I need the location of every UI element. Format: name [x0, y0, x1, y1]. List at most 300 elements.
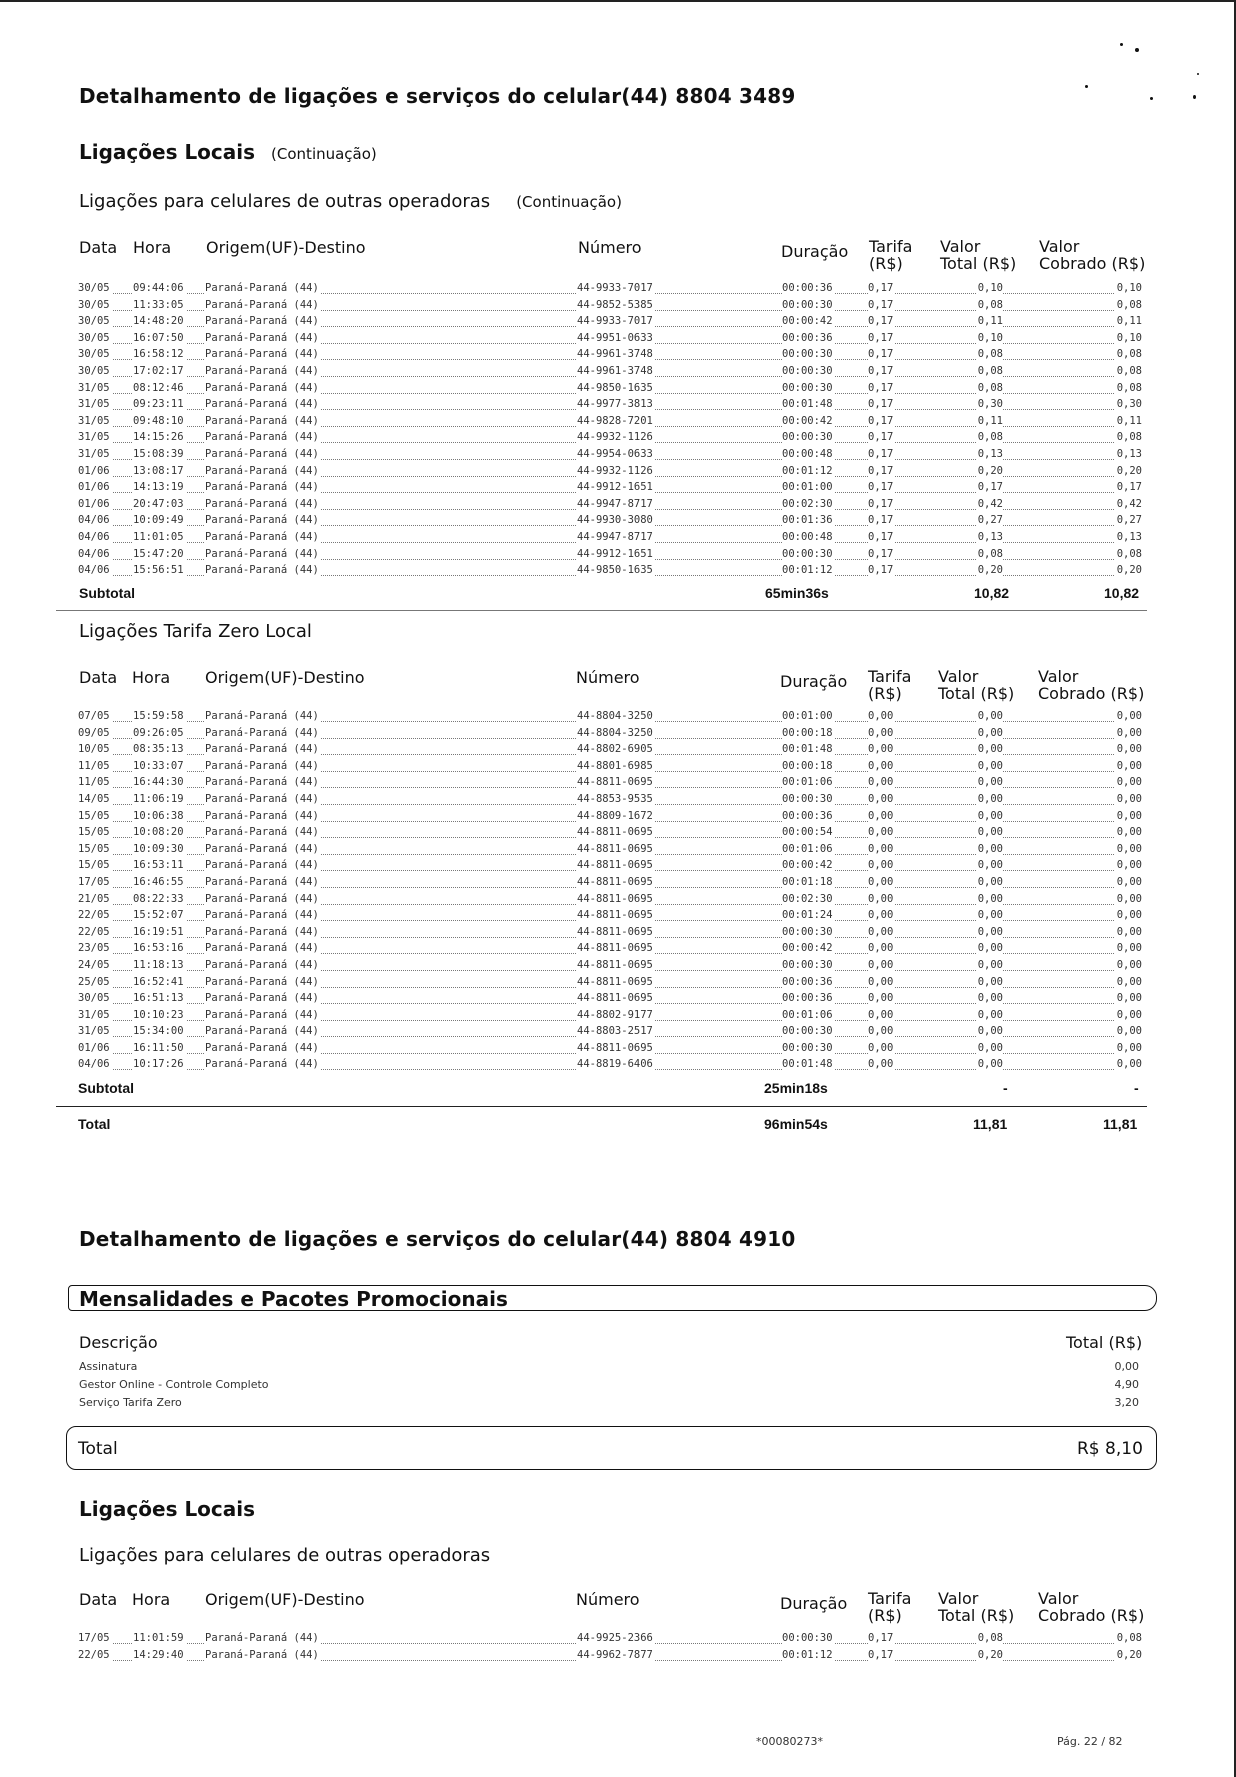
cell-tarifa: 0,00 — [868, 958, 894, 971]
cell-duracao: 00:00:36 — [782, 809, 833, 822]
cell-tarifa: 0,00 — [868, 743, 894, 756]
cell-duracao: 00:01:06 — [782, 776, 833, 789]
col-valor-total: Valor Total (R$) — [938, 667, 1015, 703]
cell-numero: 44-9850-1635 — [577, 381, 653, 394]
col-valor-cobrado: Valor Cobrado (R$) — [1038, 1589, 1145, 1625]
cell-data: 01/06 — [78, 1041, 110, 1054]
cell-total: 0,08 — [977, 348, 1003, 361]
cell-origem: Paraná-Paraná (44) — [205, 464, 319, 477]
table-row — [0, 908, 1236, 925]
cell-hora: 09:48:10 — [133, 414, 184, 427]
cell-data: 17/05 — [78, 875, 110, 888]
cell-numero: 44-8811-0695 — [577, 975, 653, 988]
cell-duracao: 00:01:12 — [782, 1648, 833, 1661]
col-data: Data — [79, 668, 118, 687]
cell-hora: 16:52:41 — [133, 975, 184, 988]
cell-cobrado: 0,10 — [1116, 282, 1142, 294]
cell-cobrado: 0,20 — [1116, 1648, 1142, 1661]
mensalidades-total-label: Total — [78, 1439, 118, 1459]
total-valor: 11,81 — [973, 1116, 1008, 1132]
cell-cobrado: 0,30 — [1116, 398, 1142, 411]
cell-hora: 08:35:13 — [133, 743, 184, 756]
cell-cobrado: 0,13 — [1116, 530, 1142, 543]
col-valor-total: Valor Total (R$) — [938, 1589, 1015, 1625]
cell-cobrado: 0,08 — [1116, 431, 1142, 444]
cell-origem: Paraná-Paraná (44) — [205, 942, 319, 955]
cell-data: 31/05 — [78, 381, 110, 394]
cell-numero: 44-9828-7201 — [577, 414, 653, 427]
cell-data: 10/05 — [78, 743, 110, 756]
cell-origem: Paraná-Paraná (44) — [205, 530, 319, 543]
item-description: Gestor Online - Controle Completo — [79, 1378, 269, 1391]
cell-tarifa: 0,17 — [868, 381, 894, 394]
table-row — [0, 1631, 1236, 1648]
item-description: Assinatura — [79, 1360, 138, 1373]
cell-duracao: 00:01:12 — [782, 564, 833, 577]
cell-tarifa: 0,00 — [868, 726, 894, 739]
table-row — [0, 397, 1236, 414]
cell-data: 30/05 — [78, 331, 110, 344]
cell-numero: 44-8811-0695 — [577, 826, 653, 839]
cell-cobrado: 0,00 — [1116, 726, 1142, 739]
cell-duracao: 00:00:42 — [782, 414, 833, 427]
table-row — [0, 991, 1236, 1008]
cell-total: 0,00 — [977, 1008, 1003, 1021]
table-row — [0, 726, 1236, 743]
cell-numero: 44-8819-6406 — [577, 1058, 653, 1071]
cell-data: 31/05 — [78, 431, 110, 444]
col-numero: Número — [578, 238, 642, 257]
cell-cobrado: 0,08 — [1116, 298, 1142, 311]
cell-cobrado: 0,00 — [1116, 925, 1142, 938]
cell-duracao: 00:01:12 — [782, 464, 833, 477]
cell-tarifa: 0,17 — [868, 1632, 894, 1644]
cell-numero: 44-8804-3250 — [577, 710, 653, 722]
subsection-celulares-outras — [79, 191, 622, 212]
cell-total: 0,17 — [977, 481, 1003, 494]
cell-cobrado: 0,08 — [1116, 364, 1142, 377]
table-row — [0, 892, 1236, 909]
cell-total: 0,11 — [977, 315, 1003, 328]
cell-hora: 10:10:23 — [133, 1008, 184, 1021]
cell-data: 01/06 — [78, 464, 110, 477]
cell-numero: 44-9925-2366 — [577, 1632, 653, 1644]
table-row — [0, 414, 1236, 431]
cell-duracao: 00:00:42 — [782, 315, 833, 328]
cell-origem: Paraná-Paraná (44) — [205, 726, 319, 739]
cell-origem: Paraná-Paraná (44) — [205, 859, 319, 872]
col-tarifa: Tarifa (R$) — [868, 667, 912, 703]
col-numero: Número — [576, 1590, 640, 1609]
cell-tarifa: 0,00 — [868, 1058, 894, 1071]
cell-numero: 44-9850-1635 — [577, 564, 653, 577]
cell-total: 0,00 — [977, 710, 1003, 722]
cell-total: 0,00 — [977, 875, 1003, 888]
subtotal-row — [0, 585, 1236, 607]
table-row — [0, 858, 1236, 875]
cell-tarifa: 0,00 — [868, 842, 894, 855]
cell-cobrado: 0,00 — [1116, 743, 1142, 756]
cell-total: 0,00 — [977, 1041, 1003, 1054]
cell-tarifa: 0,00 — [868, 975, 894, 988]
subsection-tarifa-zero: Ligações Tarifa Zero Local — [79, 621, 312, 642]
cell-duracao: 00:00:30 — [782, 298, 833, 311]
table-row — [0, 530, 1236, 547]
cell-total: 0,00 — [977, 892, 1003, 905]
cell-origem: Paraná-Paraná (44) — [205, 1041, 319, 1054]
cell-duracao: 00:00:30 — [782, 1025, 833, 1038]
cell-cobrado: 0,00 — [1116, 909, 1142, 922]
cell-total: 0,00 — [977, 909, 1003, 922]
cell-cobrado: 0,00 — [1116, 1008, 1142, 1021]
cell-data: 04/06 — [78, 514, 110, 527]
cell-tarifa: 0,17 — [868, 530, 894, 543]
cell-origem: Paraná-Paraná (44) — [205, 1025, 319, 1038]
cell-data: 14/05 — [78, 792, 110, 805]
cell-cobrado: 0,13 — [1116, 447, 1142, 460]
table-row — [0, 825, 1236, 842]
cell-numero: 44-9961-3748 — [577, 348, 653, 361]
cell-duracao: 00:00:36 — [782, 975, 833, 988]
table-row — [0, 775, 1236, 792]
cell-duracao: 00:01:48 — [782, 1058, 833, 1071]
col-data: Data — [79, 1590, 118, 1609]
scan-speck — [1085, 85, 1088, 88]
cell-tarifa: 0,00 — [868, 992, 894, 1005]
cell-origem: Paraná-Paraná (44) — [205, 925, 319, 938]
cell-total: 0,00 — [977, 992, 1003, 1005]
table-row — [0, 875, 1236, 892]
cell-origem: Paraná-Paraná (44) — [205, 892, 319, 905]
cell-numero: 44-9930-3080 — [577, 514, 653, 527]
cell-duracao: 00:01:00 — [782, 710, 833, 722]
cell-total: 0,20 — [977, 464, 1003, 477]
cell-data: 30/05 — [78, 315, 110, 328]
cell-tarifa: 0,17 — [868, 398, 894, 411]
cell-numero: 44-8811-0695 — [577, 992, 653, 1005]
cell-tarifa: 0,00 — [868, 809, 894, 822]
col-tarifa: Tarifa (R$) — [869, 237, 913, 273]
cell-hora: 15:34:00 — [133, 1025, 184, 1038]
cell-tarifa: 0,00 — [868, 776, 894, 789]
cell-tarifa: 0,17 — [868, 481, 894, 494]
cell-cobrado: 0,00 — [1116, 859, 1142, 872]
cell-tarifa: 0,17 — [868, 1648, 894, 1661]
subsection-celulares-outras-2: Ligações para celulares de outras operadoras — [79, 1545, 491, 1566]
cell-total: 0,27 — [977, 514, 1003, 527]
cell-cobrado: 0,20 — [1116, 564, 1142, 577]
cell-origem: Paraná-Paraná (44) — [205, 564, 319, 577]
table-row — [0, 347, 1236, 364]
cell-hora: 15:59:58 — [133, 710, 184, 722]
cell-total: 0,00 — [977, 776, 1003, 789]
cell-duracao: 00:00:18 — [782, 759, 833, 772]
cell-numero: 44-8811-0695 — [577, 842, 653, 855]
cell-numero: 44-9932-1126 — [577, 464, 653, 477]
cell-hora: 16:19:51 — [133, 925, 184, 938]
cell-total: 0,30 — [977, 398, 1003, 411]
cell-origem: Paraná-Paraná (44) — [205, 992, 319, 1005]
cell-data: 17/05 — [78, 1632, 110, 1644]
cell-hora: 16:44:30 — [133, 776, 184, 789]
cell-duracao: 00:00:30 — [782, 381, 833, 394]
cell-total: 0,20 — [977, 564, 1003, 577]
col-numero: Número — [576, 668, 640, 687]
table-row — [0, 497, 1236, 514]
col-duracao: Duração — [780, 1594, 848, 1613]
document-code: *00080273* — [756, 1735, 823, 1748]
cell-data: 09/05 — [78, 726, 110, 739]
cell-total: 0,00 — [977, 726, 1003, 739]
cell-cobrado: 0,00 — [1116, 842, 1142, 855]
continuation-label: (Continuação) — [516, 193, 622, 211]
cell-total: 0,08 — [977, 431, 1003, 444]
cell-hora: 16:53:11 — [133, 859, 184, 872]
cell-numero: 44-9961-3748 — [577, 364, 653, 377]
col-duracao: Duração — [780, 672, 848, 691]
table-row — [0, 314, 1236, 331]
cell-total: 0,00 — [977, 759, 1003, 772]
cell-tarifa: 0,17 — [868, 497, 894, 510]
scan-speck — [1197, 73, 1199, 75]
cell-hora: 16:46:55 — [133, 875, 184, 888]
cell-hora: 15:56:51 — [133, 564, 184, 577]
cell-duracao: 00:00:48 — [782, 530, 833, 543]
table-row — [0, 381, 1236, 398]
col-valor-total: Valor Total (R$) — [940, 237, 1017, 273]
cell-cobrado: 0,00 — [1116, 992, 1142, 1005]
cell-data: 04/06 — [78, 530, 110, 543]
cell-data: 01/06 — [78, 481, 110, 494]
cell-data: 30/05 — [78, 992, 110, 1005]
cell-total: 0,00 — [977, 743, 1003, 756]
cell-total: 0,00 — [977, 792, 1003, 805]
cell-numero: 44-8853-9535 — [577, 792, 653, 805]
table-row — [0, 1648, 1236, 1665]
scan-speck — [1120, 43, 1123, 46]
col-descricao: Descrição — [79, 1333, 158, 1352]
cell-cobrado: 0,00 — [1116, 1025, 1142, 1038]
table-row — [0, 809, 1236, 826]
cell-cobrado: 0,00 — [1116, 776, 1142, 789]
cell-duracao: 00:01:00 — [782, 481, 833, 494]
item-value: 0,00 — [1114, 1360, 1139, 1373]
cell-duracao: 00:01:48 — [782, 398, 833, 411]
cell-numero: 44-9962-7877 — [577, 1648, 653, 1661]
cell-tarifa: 0,17 — [868, 348, 894, 361]
cell-numero: 44-8804-3250 — [577, 726, 653, 739]
cell-origem: Paraná-Paraná (44) — [205, 710, 319, 722]
table-row — [0, 464, 1236, 481]
cell-tarifa: 0,17 — [868, 364, 894, 377]
cell-duracao: 00:00:30 — [782, 958, 833, 971]
cell-data: 01/06 — [78, 497, 110, 510]
cell-tarifa: 0,17 — [868, 431, 894, 444]
cell-cobrado: 0,42 — [1116, 497, 1142, 510]
cell-numero: 44-9947-8717 — [577, 530, 653, 543]
cell-tarifa: 0,00 — [868, 875, 894, 888]
table-row — [0, 792, 1236, 809]
table-row — [0, 842, 1236, 859]
cell-data: 15/05 — [78, 859, 110, 872]
call-list-tarifa-zero — [0, 709, 1236, 1074]
table-row — [0, 547, 1236, 564]
cell-origem: Paraná-Paraná (44) — [205, 414, 319, 427]
cell-duracao: 00:00:54 — [782, 826, 833, 839]
cell-duracao: 00:00:42 — [782, 859, 833, 872]
col-data: Data — [79, 238, 118, 257]
col-valor-cobrado: Valor Cobrado (R$) — [1039, 237, 1146, 273]
cell-data: 30/05 — [78, 364, 110, 377]
cell-hora: 17:02:17 — [133, 364, 184, 377]
cell-data: 30/05 — [78, 298, 110, 311]
item-value: 3,20 — [1114, 1396, 1139, 1409]
subtotal-row — [0, 1080, 1236, 1102]
table-header — [0, 668, 1236, 712]
col-valor-cobrado: Valor Cobrado (R$) — [1038, 667, 1145, 703]
cell-tarifa: 0,00 — [868, 759, 894, 772]
table-row — [0, 925, 1236, 942]
cell-numero: 44-8811-0695 — [577, 859, 653, 872]
cell-data: 22/05 — [78, 909, 110, 922]
cell-duracao: 00:00:48 — [782, 447, 833, 460]
cell-tarifa: 0,00 — [868, 1008, 894, 1021]
cell-hora: 10:06:38 — [133, 809, 184, 822]
cell-duracao: 00:00:36 — [782, 992, 833, 1005]
cell-data: 31/05 — [78, 414, 110, 427]
cell-origem: Paraná-Paraná (44) — [205, 842, 319, 855]
cell-origem: Paraná-Paraná (44) — [205, 298, 319, 311]
cell-origem: Paraná-Paraná (44) — [205, 315, 319, 328]
cell-cobrado: 0,00 — [1116, 958, 1142, 971]
cell-origem: Paraná-Paraná (44) — [205, 398, 319, 411]
cell-hora: 10:33:07 — [133, 759, 184, 772]
cell-origem: Paraná-Paraná (44) — [205, 481, 319, 494]
cell-tarifa: 0,00 — [868, 792, 894, 805]
scan-speck — [1135, 48, 1139, 52]
col-hora: Hora — [133, 238, 172, 257]
cell-numero: 44-9954-0633 — [577, 447, 653, 460]
cell-origem: Paraná-Paraná (44) — [205, 1058, 319, 1071]
cell-hora: 08:12:46 — [133, 381, 184, 394]
cell-origem: Paraná-Paraná (44) — [205, 547, 319, 560]
cell-origem: Paraná-Paraná (44) — [205, 447, 319, 460]
subtotal-cobrado: - — [1134, 1080, 1139, 1096]
cell-origem: Paraná-Paraná (44) — [205, 958, 319, 971]
cell-numero: 44-8811-0695 — [577, 909, 653, 922]
cell-cobrado: 0,00 — [1116, 809, 1142, 822]
cell-total: 0,00 — [977, 826, 1003, 839]
cell-numero: 44-9933-7017 — [577, 282, 653, 294]
table-row — [0, 975, 1236, 992]
cell-cobrado: 0,17 — [1116, 481, 1142, 494]
cell-total: 0,08 — [977, 547, 1003, 560]
cell-data: 15/05 — [78, 826, 110, 839]
cell-total: 0,08 — [977, 1632, 1003, 1644]
cell-origem: Paraná-Paraná (44) — [205, 431, 319, 444]
cell-data: 21/05 — [78, 892, 110, 905]
cell-cobrado: 0,00 — [1116, 1041, 1142, 1054]
continuation-label: (Continuação) — [271, 145, 377, 163]
cell-hora: 08:22:33 — [133, 892, 184, 905]
cell-total: 0,08 — [977, 364, 1003, 377]
cell-duracao: 00:00:30 — [782, 547, 833, 560]
table-row — [0, 364, 1236, 381]
cell-duracao: 00:00:30 — [782, 348, 833, 361]
cell-cobrado: 0,00 — [1116, 942, 1142, 955]
cell-numero: 44-8811-0695 — [577, 1041, 653, 1054]
cell-hora: 10:17:26 — [133, 1058, 184, 1071]
cell-tarifa: 0,00 — [868, 1041, 894, 1054]
cell-data: 23/05 — [78, 942, 110, 955]
cell-cobrado: 0,08 — [1116, 381, 1142, 394]
cell-cobrado: 0,00 — [1116, 892, 1142, 905]
col-hora: Hora — [132, 1590, 171, 1609]
cell-hora: 14:48:20 — [133, 315, 184, 328]
detail-title-phone-2: Detalhamento de ligações e serviços do celular(44) 8804 4910 — [79, 1227, 796, 1251]
cell-numero: 44-8811-0695 — [577, 958, 653, 971]
cell-data: 30/05 — [78, 282, 110, 294]
cell-tarifa: 0,17 — [868, 331, 894, 344]
scan-speck — [1193, 95, 1196, 99]
table-row — [0, 1024, 1236, 1041]
cell-origem: Paraná-Paraná (44) — [205, 514, 319, 527]
item-value: 4,90 — [1114, 1378, 1139, 1391]
cell-numero: 44-8811-0695 — [577, 776, 653, 789]
cell-origem: Paraná-Paraná (44) — [205, 1632, 319, 1644]
cell-hora: 11:18:13 — [133, 958, 184, 971]
subtotal-cobrado: 10,82 — [1104, 585, 1140, 601]
cell-duracao: 00:01:48 — [782, 743, 833, 756]
col-tarifa: Tarifa (R$) — [868, 1589, 912, 1625]
table-row — [0, 563, 1236, 580]
cell-origem: Paraná-Paraná (44) — [205, 364, 319, 377]
cell-total: 0,13 — [977, 447, 1003, 460]
cell-tarifa: 0,17 — [868, 464, 894, 477]
cell-cobrado: 0,08 — [1116, 1632, 1142, 1644]
cell-numero: 44-9932-1126 — [577, 431, 653, 444]
cell-hora: 15:47:20 — [133, 547, 184, 560]
table-row — [0, 513, 1236, 530]
cell-total: 0,08 — [977, 298, 1003, 311]
cell-cobrado: 0,00 — [1116, 1058, 1142, 1071]
cell-tarifa: 0,00 — [868, 909, 894, 922]
col-origem: Origem(UF)-Destino — [205, 668, 365, 687]
cell-data: 22/05 — [78, 1648, 110, 1661]
table-row — [0, 709, 1236, 726]
cell-duracao: 00:01:24 — [782, 909, 833, 922]
cell-numero: 44-8802-9177 — [577, 1008, 653, 1021]
cell-cobrado: 0,20 — [1116, 464, 1142, 477]
cell-numero: 44-8802-6905 — [577, 743, 653, 756]
cell-tarifa: 0,00 — [868, 1025, 894, 1038]
cell-numero: 44-9947-8717 — [577, 497, 653, 510]
cell-duracao: 00:00:36 — [782, 331, 833, 344]
cell-tarifa: 0,17 — [868, 315, 894, 328]
table-row — [0, 1008, 1236, 1025]
cell-duracao: 00:01:36 — [782, 514, 833, 527]
cell-tarifa: 0,00 — [868, 826, 894, 839]
cell-data: 31/05 — [78, 1025, 110, 1038]
cell-data: 24/05 — [78, 958, 110, 971]
cell-total: 0,08 — [977, 381, 1003, 394]
col-total: Total (R$) — [1066, 1333, 1143, 1352]
cell-total: 0,00 — [977, 1058, 1003, 1071]
cell-cobrado: 0,27 — [1116, 514, 1142, 527]
col-duracao: Duração — [781, 242, 849, 261]
section-label: Ligações Locais — [79, 140, 256, 164]
mensalidades-total-box — [66, 1426, 1157, 1470]
